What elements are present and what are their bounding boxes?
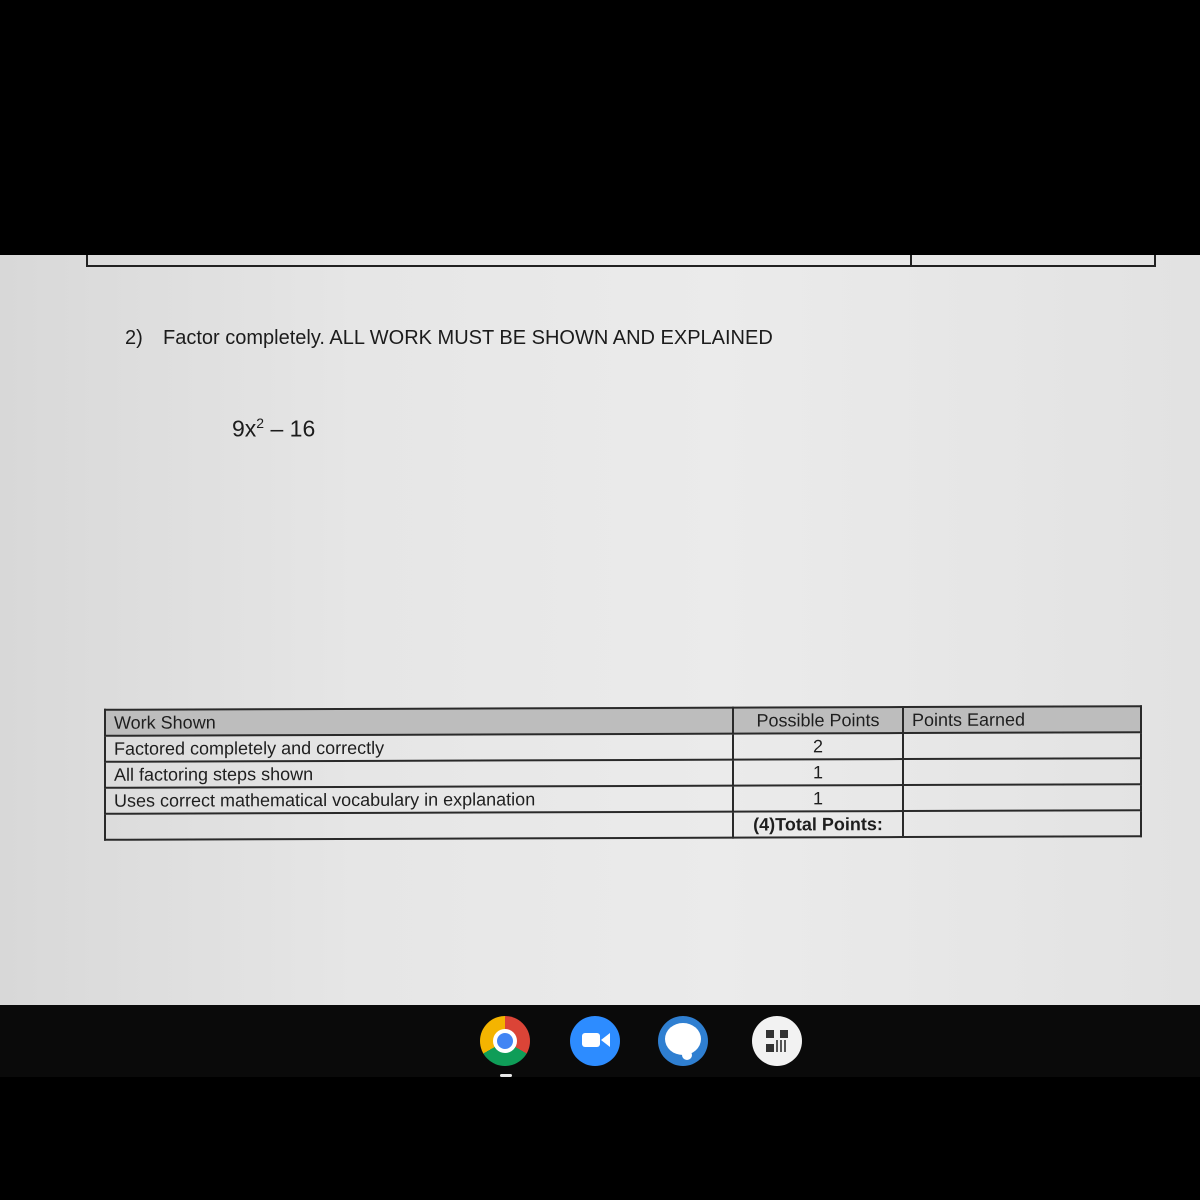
criterion-cell: All factoring steps shown — [105, 760, 733, 788]
possible-points-cell: 2 — [733, 733, 903, 760]
total-row — [105, 810, 1141, 840]
previous-rubric-table-edge — [86, 255, 1156, 267]
math-expression — [232, 415, 315, 443]
chrome-icon[interactable] — [480, 1016, 530, 1066]
expression-base: 9x — [232, 415, 257, 442]
points-earned-cell[interactable] — [903, 732, 1141, 759]
header-work-shown: Work Shown — [105, 708, 733, 736]
points-earned-cell[interactable] — [903, 758, 1141, 785]
bubble-tail — [682, 1050, 692, 1060]
camera-lens-icon — [601, 1033, 610, 1047]
possible-points-cell: 1 — [733, 785, 903, 812]
empty-total-cell — [105, 812, 733, 840]
active-app-indicator — [500, 1074, 512, 1077]
expression-rest: – 16 — [264, 415, 316, 442]
qr-grid — [766, 1030, 788, 1052]
header-points-earned: Points Earned — [903, 706, 1141, 733]
question-prompt — [125, 327, 773, 350]
zoom-icon[interactable] — [570, 1016, 620, 1066]
question-number: 2) — [125, 327, 143, 349]
worksheet-page — [0, 255, 1200, 1005]
camera-body-icon — [582, 1033, 600, 1047]
speech-bubble-icon[interactable] — [658, 1016, 708, 1066]
total-points-label: (4)Total Points: — [733, 811, 903, 838]
possible-points-cell: 1 — [733, 759, 903, 786]
points-earned-cell[interactable] — [903, 784, 1141, 811]
previous-table-divider — [910, 255, 912, 265]
rubric-table — [104, 705, 1142, 841]
criterion-cell: Factored completely and correctly — [105, 734, 733, 762]
table-row — [105, 784, 1141, 814]
expression-exponent: 2 — [256, 415, 265, 431]
table-row — [105, 732, 1141, 762]
question-text: Factor completely. ALL WORK MUST BE SHOWN AND EXPLAINED — [163, 327, 773, 349]
table-row — [105, 758, 1141, 788]
header-possible-points: Possible Points — [733, 707, 903, 734]
qr-code-icon[interactable] — [752, 1016, 802, 1066]
rubric-header-row — [105, 706, 1141, 736]
criterion-cell: Uses correct mathematical vocabulary in explanation — [105, 786, 733, 814]
total-earned-cell[interactable] — [903, 810, 1141, 837]
